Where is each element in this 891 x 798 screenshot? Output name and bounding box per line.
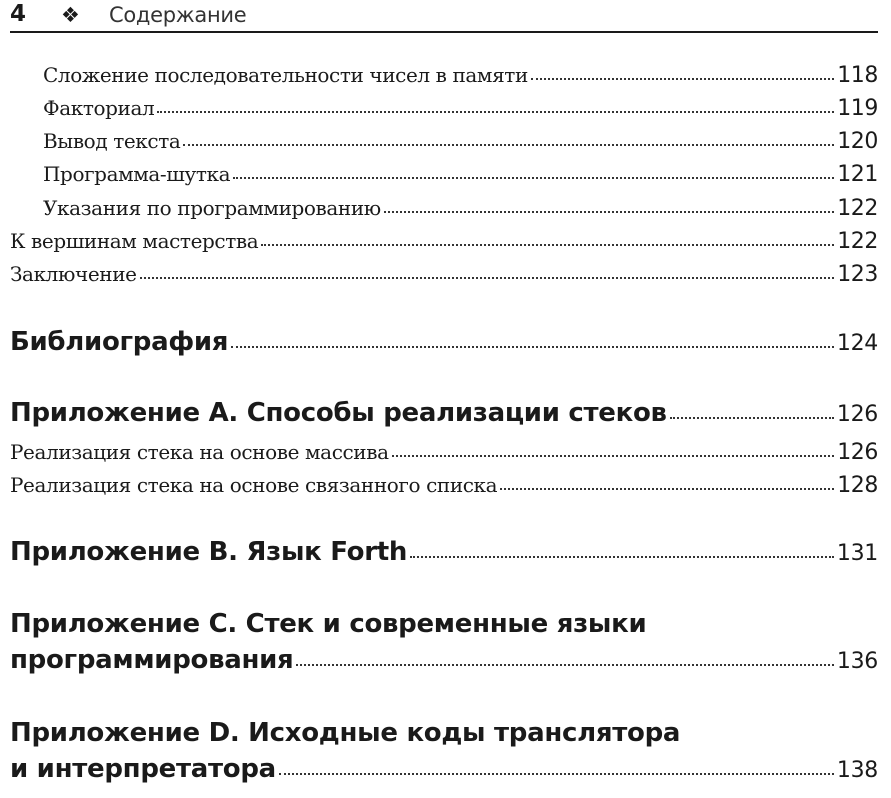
toc-chapter-title: программирования [10,645,294,675]
toc-chapter-page: 136 [836,649,878,674]
toc-entry-page: 123 [837,262,878,287]
toc-entry[interactable] [10,262,878,287]
toc-chapter-title-line1[interactable]: Приложение D. Исходные коды транслятора [10,718,681,748]
toc-entry-title: Вывод текста [43,129,181,153]
dot-leader [296,664,833,666]
toc-entry-page: 120 [837,129,878,154]
toc-chapter-bibliography[interactable] [10,327,878,357]
toc-chapter-page: 138 [836,758,878,783]
dot-leader [261,244,834,246]
dot-leader [233,177,834,179]
toc-entry[interactable] [10,440,878,465]
dot-leader [183,144,834,146]
toc-chapter-title: и интерпретатора [10,754,276,784]
toc-entry[interactable] [43,63,878,88]
toc-entry-title: Программа-шутка [43,162,231,186]
dot-leader [500,488,834,490]
toc-entry-title: Указания по программированию [43,196,381,220]
dot-leader [670,417,834,419]
toc-entry[interactable] [43,196,878,221]
toc-chapter-page: 124 [836,331,878,356]
toc-chapter-appendix-d[interactable] [10,754,878,784]
dot-leader [392,455,835,457]
header-title: Содержание [109,3,247,27]
toc-chapter-title: Библиография [10,327,229,357]
dot-leader [157,111,834,113]
toc-entry[interactable] [43,162,878,187]
toc-entry-title: К вершинам мастерства [10,229,259,253]
toc-chapter-page: 126 [836,402,878,427]
dot-leader [531,78,834,80]
toc-entry-page: 128 [837,473,878,498]
toc-entry[interactable] [10,473,878,498]
toc-chapter-title-line1[interactable]: Приложение C. Стек и современные языки [10,609,647,639]
toc-chapter-appendix-a[interactable] [10,398,878,428]
toc-chapter-title: Приложение B. Язык Forth [10,537,408,567]
toc-entry-title: Факториал [43,96,155,120]
toc-entry[interactable] [10,229,878,254]
dot-leader [140,277,835,279]
toc-entry-page: 122 [837,229,878,254]
toc-entry-page: 126 [837,440,878,465]
toc-entry-title: Заключение [10,262,137,286]
toc-entry-page: 122 [837,196,878,221]
toc-entry-page: 118 [837,63,878,88]
dot-leader [279,773,834,775]
dot-leader [384,211,834,213]
toc-chapter-title: Приложение А. Способы реализации стеков [10,398,667,428]
page-number: 4 [10,1,27,27]
toc-entry-title: Реализация стека на основе массива [10,440,389,464]
toc-entry[interactable] [43,96,878,121]
toc-entry[interactable] [43,129,878,154]
toc-chapter-appendix-c[interactable] [10,645,878,675]
running-header [10,0,878,33]
toc-entry-title: Сложение последовательности чисел в памяти [43,63,528,87]
ornament-icon: ❖ [61,3,80,27]
toc-entry-page: 121 [837,162,878,187]
toc-entry-page: 119 [837,96,878,121]
toc-chapter-appendix-b[interactable] [10,537,878,567]
dot-leader [231,346,834,348]
toc-entry-title: Реализация стека на основе связанного списка [10,473,498,497]
toc-chapter-page: 131 [836,541,878,566]
dot-leader [410,556,834,558]
